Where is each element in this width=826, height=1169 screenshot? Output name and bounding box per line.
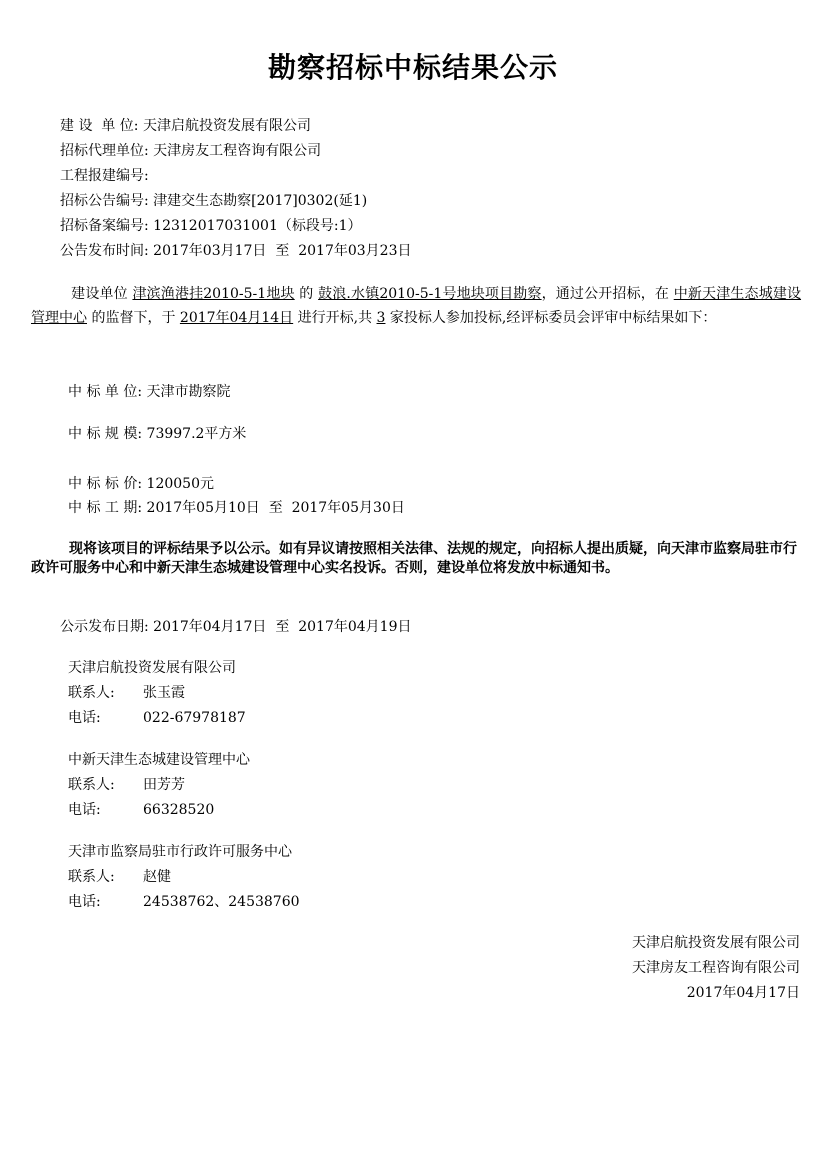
publish-date-value: 2017年04月17日 至 2017年04月19日	[153, 619, 412, 635]
award-label: 中 标 单 位:	[68, 384, 143, 400]
award-value: 天津市勘察院	[146, 384, 231, 400]
info-value: 天津启航投资发展有限公司	[142, 118, 311, 134]
signature-date: 2017年04月17日	[686, 985, 800, 1001]
contact-person: 田芳芳	[143, 777, 185, 793]
contact-phone-row	[68, 892, 300, 912]
contact-phone-label: 电话:	[68, 894, 101, 910]
info-row-owner	[60, 116, 311, 136]
info-row-registration	[60, 166, 149, 186]
contact-org: 天津启航投资发展有限公司	[68, 660, 236, 676]
contact-phone: 24538762、24538760	[143, 894, 300, 910]
info-label: 招标代理单位:	[60, 143, 149, 159]
contact-person-label: 联系人:	[68, 685, 115, 701]
contact-phone: 66328520	[143, 802, 215, 818]
info-value: 2017年03月17日 至 2017年03月23日	[153, 243, 412, 259]
contact-org: 中新天津生态城建设管理中心	[68, 752, 250, 768]
result-paragraph	[31, 282, 801, 330]
contact-person-label: 联系人:	[68, 869, 115, 885]
contact-phone-row	[68, 708, 246, 728]
para-text: 的监督下，于	[87, 310, 180, 326]
para-text: 建设单位	[71, 286, 133, 302]
award-label: 中 标 规 模:	[68, 426, 143, 442]
para-text: 家投标人参加投标,经评标委员会评审中标结果如下：	[385, 310, 717, 326]
award-label: 中 标 工 期:	[68, 500, 143, 516]
contact-phone-label: 电话:	[68, 802, 101, 818]
info-label: 工程报建编号:	[60, 168, 149, 184]
award-row-price	[68, 474, 214, 494]
info-label: 招标公告编号:	[60, 193, 149, 209]
info-label: 建 设 单 位:	[60, 118, 139, 134]
info-row-publish-time	[60, 241, 412, 261]
contact-person-row	[68, 775, 185, 795]
award-value: 120050元	[146, 476, 214, 492]
info-label: 招标备案编号:	[60, 218, 149, 234]
publish-date-row	[60, 617, 412, 637]
para-text: 的	[294, 286, 319, 302]
contact-person-row	[68, 867, 171, 887]
publish-date-label: 公示发布日期:	[60, 619, 149, 635]
contact-person-row	[68, 683, 185, 703]
contact-person-label: 联系人:	[68, 777, 115, 793]
contact-phone-label: 电话:	[68, 710, 101, 726]
award-row-scale	[68, 424, 246, 444]
owner-project-name: 津滨渔港挂2010-5-1地块	[132, 286, 295, 302]
info-row-agent	[60, 141, 321, 161]
signature-org-1: 天津启航投资发展有限公司	[632, 935, 800, 951]
contact-phone: 022-67978187	[143, 710, 246, 726]
award-label: 中 标 标 价:	[68, 476, 143, 492]
contact-org: 天津市监察局驻市行政许可服务中心	[68, 844, 292, 860]
para-text: ，通过公开招标，在	[541, 286, 674, 302]
info-value: 12312017031001（标段号:1）	[153, 218, 362, 234]
info-value: 津建交生态勘察[2017]0302(延1)	[153, 193, 368, 209]
award-row-winner	[68, 382, 231, 402]
para-text: 进行开标,共	[293, 310, 377, 326]
award-value: 73997.2平方米	[146, 426, 247, 442]
contact-person: 赵健	[143, 869, 171, 885]
signature-org-2: 天津房友工程咨询有限公司	[632, 960, 800, 976]
info-value: 天津房友工程咨询有限公司	[153, 143, 322, 159]
award-row-period	[68, 498, 405, 518]
notice-paragraph	[31, 540, 801, 578]
open-date: 2017年04月14日	[179, 310, 294, 326]
info-label: 公告发布时间:	[60, 243, 149, 259]
bidder-count: 3	[376, 310, 386, 326]
info-row-record-no	[60, 216, 362, 236]
info-row-announcement-no	[60, 191, 367, 211]
page-title: 勘察招标中标结果公示	[267, 51, 558, 84]
notice-text: 现将该项目的评标结果予以公示。如有异议请按照相关法律、法规的规定，向招标人提出质疑，向天津市监察局驻市行政许可服务中心和中新天津生态城建设管理中心实名投诉。否则，建设单位将发放中标通知书。	[31, 541, 797, 576]
contact-phone-row	[68, 800, 214, 820]
supervisor-name: 中新天津生态城建设管理中心	[31, 286, 802, 326]
contact-person: 张玉霞	[143, 685, 185, 701]
award-value: 2017年05月10日 至 2017年05月30日	[146, 500, 405, 516]
project-name: 鼓浪.水镇2010-5-1号地块项目勘察	[318, 286, 542, 302]
